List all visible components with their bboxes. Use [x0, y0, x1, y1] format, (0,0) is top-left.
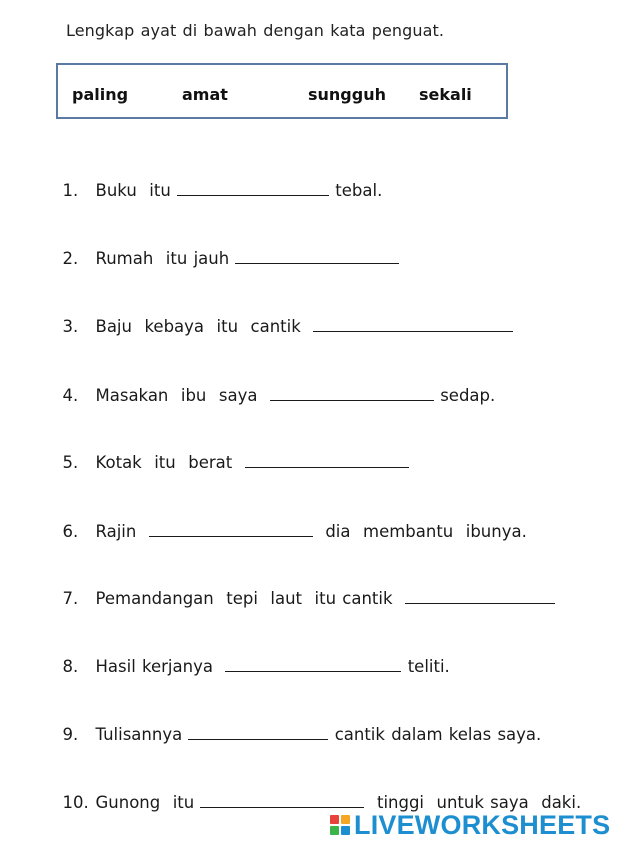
answer-blank[interactable]: [188, 725, 328, 740]
logo-square: [341, 815, 350, 824]
word-bank-item: amat: [182, 85, 228, 104]
question-number: 6.: [62, 522, 79, 541]
question-text-before: Buku itu: [95, 181, 178, 200]
question-row: [50, 230, 399, 268]
logo-square: [330, 826, 339, 835]
logo-square: [341, 826, 350, 835]
question-number: 5.: [62, 453, 79, 472]
question-text-before: Tulisannya: [95, 725, 189, 744]
question-number: 8.: [62, 657, 79, 676]
question-row: [50, 434, 409, 472]
question-row: [50, 503, 527, 541]
word-bank-box: [56, 63, 508, 119]
instruction-text: Lengkap ayat di bawah dengan kata penguat.: [66, 21, 445, 40]
question-row: [50, 298, 513, 336]
question-text-before: Pemandangan tepi laut itu cantik: [95, 589, 406, 608]
question-text-after: sedap.: [433, 386, 496, 405]
question-text-before: Kotak itu berat: [95, 453, 245, 472]
question-row: [50, 706, 541, 744]
question-number: 10.: [62, 793, 89, 812]
logo-mark-icon: [330, 815, 350, 835]
answer-blank[interactable]: [200, 793, 364, 808]
question-row: [50, 162, 382, 200]
question-number: 3.: [62, 317, 79, 336]
word-bank-item: sungguh: [308, 85, 386, 104]
answer-blank[interactable]: [270, 386, 434, 401]
question-row: [50, 774, 581, 812]
question-number: 4.: [62, 386, 79, 405]
word-bank-item: paling: [72, 85, 129, 104]
question-number: 2.: [62, 249, 79, 268]
question-text-after: tebal.: [329, 181, 383, 200]
question-text-after: teliti.: [401, 657, 450, 676]
question-text-before: Baju kebaya itu cantik: [95, 317, 314, 336]
question-text-before: Masakan ibu saya: [95, 386, 270, 405]
question-row: [50, 367, 495, 405]
question-text-before: Rumah itu jauh: [95, 249, 236, 268]
question-text-after: cantik dalam kelas saya.: [328, 725, 542, 744]
liveworksheets-logo[interactable]: [330, 810, 610, 840]
question-text-before: Rajin: [95, 522, 149, 541]
question-text-before: Gunong itu: [95, 793, 201, 812]
question-text-after: tinggi untuk saya daki.: [364, 793, 582, 812]
question-text-before: Hasil kerjanya: [95, 657, 226, 676]
question-number: 7.: [62, 589, 79, 608]
answer-blank[interactable]: [405, 589, 555, 604]
answer-blank[interactable]: [177, 181, 329, 196]
answer-blank[interactable]: [313, 317, 513, 332]
answer-blank[interactable]: [245, 453, 409, 468]
answer-blank[interactable]: [149, 522, 313, 537]
answer-blank[interactable]: [235, 249, 399, 264]
question-number: 9.: [62, 725, 79, 744]
question-row: [50, 570, 555, 608]
logo-square: [330, 815, 339, 824]
answer-blank[interactable]: [225, 657, 401, 672]
word-bank-item: sekali: [419, 85, 472, 104]
question-number: 1.: [62, 181, 79, 200]
question-text-after: dia membantu ibunya.: [312, 522, 527, 541]
question-row: [50, 638, 450, 676]
logo-text: LIVEWORKSHEETS: [354, 809, 611, 840]
